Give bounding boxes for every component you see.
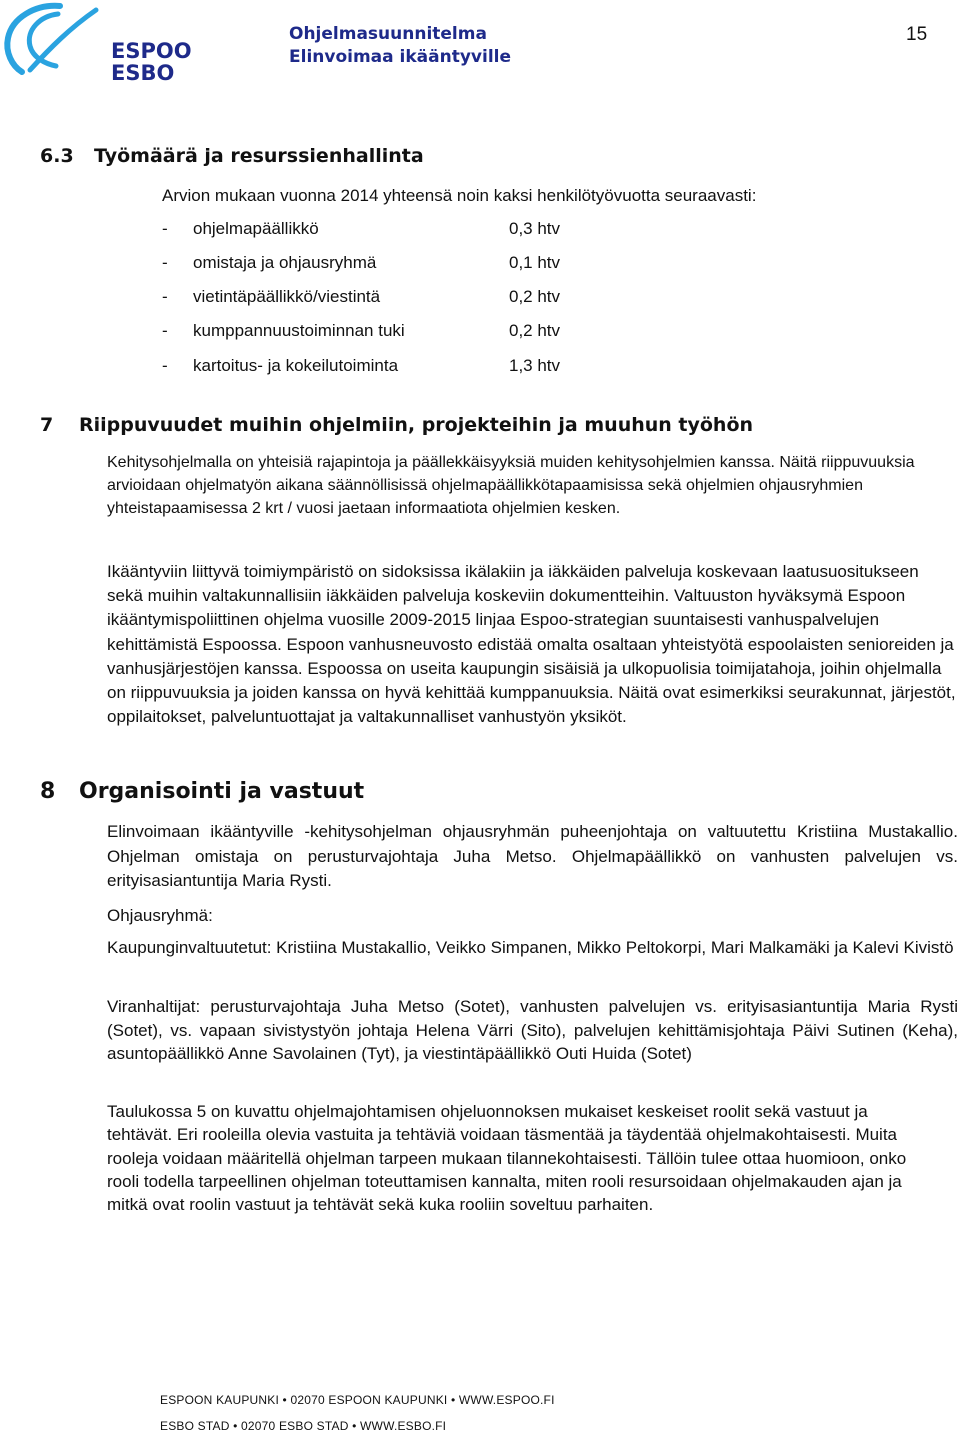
section-8-paragraph-4: Taulukossa 5 on kuvattu ohjelmajohtamisen ohjeluonnoksen mukaiset keskeiset roolit sekä vastuut ja tehtävät. Eri rooleilla olevia vastuita ja tehtäviä voidaan täsmentää ja täydentää ohjelmakohtaisesti. Muita rooleja voidaan määritellä ohjelman tarpeen mukaan tilannekohtaisesti. Tällöin tulee ottaa huomioon, onko rooli todella tarpeellinen ohjelman toteuttamisen kannalta, miten rooli resursoidaan ohjelmakauden ajan ja mitkä ovat roolin vastuut ja tehtävät sekä kuka rooliin soveltuu parhaiten. [107,1102,907,1215]
footer-line-1: ESPOON KAUPUNKI • 02070 ESPOON KAUPUNKI • WWW.ESPOO.FI [160,1393,555,1407]
logo-text-esbo: ESBO [111,61,175,85]
section-number: 7 [40,414,54,436]
list-item-label: kartoitus- ja kokeilutoiminta [193,356,399,375]
section-7-paragraph-2: Ikääntyviin liittyvä toimiympäristö on sidoksissa ikälakiin ja iäkkäiden palveluja koskevaan laatusuositukseen sekä muihin valtakunnallisiin iäkkäiden palveluja koskeviin dokumentteihin. Valtuuston hyväksymä Espoon ikääntymispoliittinen ohjelma vuosille 2009-2015 linjaa Espoo-strategian suuntaisesti vanhuspalvelujen kehittämistä Espoossa. Espoon vanhusneuvosto edistää omalta osaltaan yhteistyötä espoolaisten senioreiden ja vanhusjärjestöjen kanssa. Espoossa on useita kaupungin sisäisiä ja ulkopuolisia toimijatahoja, joihin ohjelmalla on riippuvuuksia ja joiden kanssa on hyvä kehittää kumppanuuksia. Näitä ovat esimerkiksi seurakunnat, järjestöt, oppilaitokset, palveluntuottajat ja valtakunnalliset vanhustyön yksiköt. [107,562,956,727]
section-8-heading [40,779,364,804]
list-item-label: ohjelmapäällikkö [193,219,319,238]
section-8-paragraph-1: Elinvoimaan ikääntyville -kehitysohjelman ohjausryhmän puheenjohtaja on valtuutettu Kristiina Mustakallio. Ohjelman omistaja on perusturvajohtaja Juha Metso. Ohjelmapäällikkö on vanhusten palvelujen vs. erityisasiantuntija Maria Rysti. [107,822,958,890]
logo-graphic [0,0,200,90]
section-7-heading [40,414,753,436]
document-title: Ohjelmasuunnitelma [289,24,487,44]
page-number: 15 [906,24,928,45]
footer-line-2: ESBO STAD • 02070 ESBO STAD • WWW.ESBO.FI [160,1419,447,1433]
section-8-paragraph-2: Kaupunginvaltuutetut: Kristiina Mustakallio, Veikko Simpanen, Mikko Peltokorpi, Mari Malkamäki ja Kalevi Kivistö [107,938,954,957]
espoo-esbo-logo [0,0,200,90]
list-item-value: 1,3 htv [509,356,561,375]
list-item-value: 0,3 htv [509,219,561,238]
list-item-value: 0,2 htv [509,287,561,306]
list-item-value: 0,1 htv [509,253,561,272]
logo-text-espoo: ESPOO [111,39,192,63]
section-number: 6.3 [40,145,74,167]
section-title: Organisointi ja vastuut [79,779,365,804]
list-item-value: 0,2 htv [509,321,561,340]
steering-group-label: Ohjausryhmä: [107,906,213,925]
section-7-paragraph-1: Kehitysohjelmalla on yhteisiä rajapintoja ja päällekkäisyyksiä muiden kehitysohjelmien kanssa. Näitä riippuvuuksia arvioidaan ohjelmatyön aikana säännöllisissä ohjelmapäällikkötapaamisissa sekä ohjelmien ohjausryhmien yhteistapaamisessa 2 krt / vuosi jaetaan informaatiota ohjelmien kesken. [107,454,915,517]
list-item-label: vietintäpäällikkö/viestintä [193,287,381,306]
document-subtitle: Elinvoimaa ikääntyville [289,47,512,67]
section-6-intro: Arvion mukaan vuonna 2014 yhteensä noin kaksi henkilötyövuotta seuraavasti: [162,186,757,205]
list-item-label: omistaja ja ohjausryhmä [193,253,377,272]
section-title: Työmäärä ja resurssienhallinta [94,145,424,167]
section-number: 8 [40,779,56,804]
section-title: Riippuvuudet muihin ohjelmiin, projekteihin ja muuhun työhön [79,414,754,436]
list-item-label: kumppannuustoiminnan tuki [193,321,405,340]
section-6-3-heading [40,145,424,167]
section-8-paragraph-3: Viranhaltijat: perusturvajohtaja Juha Metso (Sotet), vanhusten palvelujen vs. erityisasiantuntija Maria Rysti (Sotet), vs. vapaan sivistystyön johtaja Helena Värri (Sito), palvelujen kehittämisjohtaja Päivi Sutinen (Keha), asuntopäällikkö Anne Savolainen (Tyt), ja viestintäpäällikkö Outi Huida (Sotet) [107,997,958,1063]
